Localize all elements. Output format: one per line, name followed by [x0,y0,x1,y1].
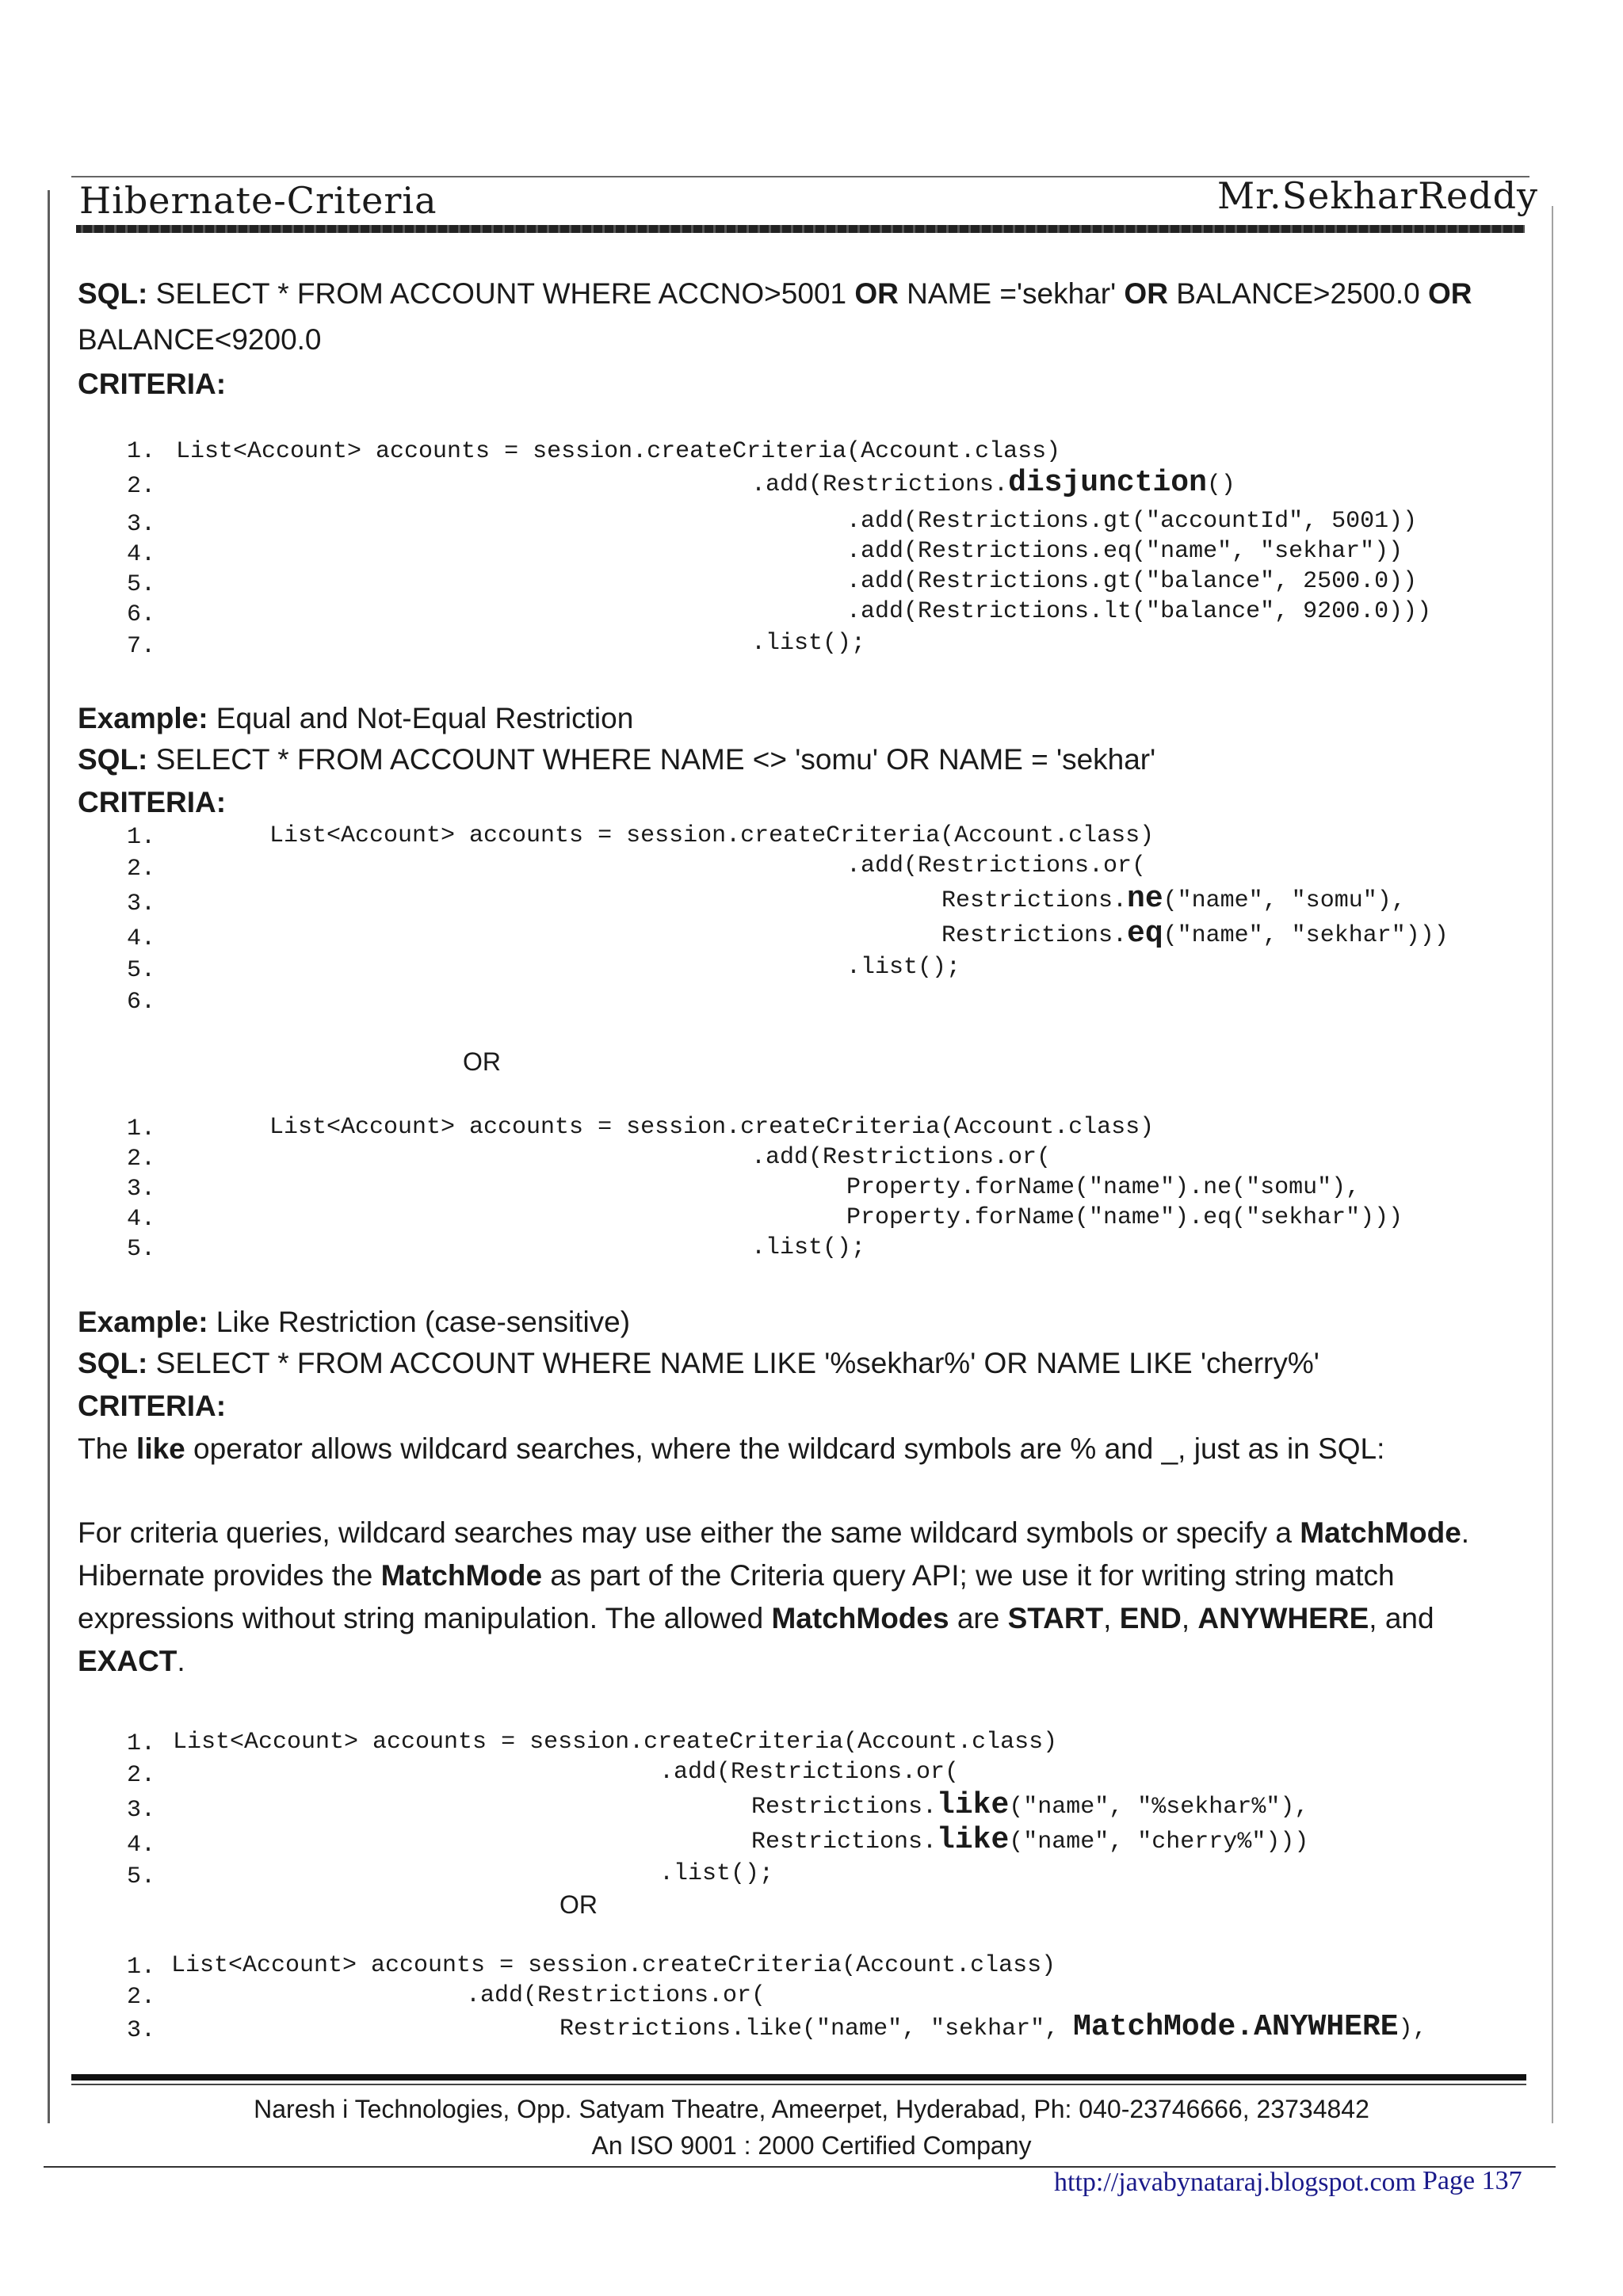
line-number: 4. [127,1832,156,1859]
sql-text: NAME ='sekhar' [898,277,1125,310]
sql-text: SELECT * FROM ACCOUNT WHERE ACCNO>5001 [147,277,855,310]
code-line: .list(); [846,954,961,981]
line-number: 2. [127,1146,156,1173]
page-number: Page 137 [1423,2166,1522,2195]
matchmode-paragraph: For criteria queries, wildcard searches may use either the same wildcard symbols or specify a MatchMode. Hibernate provides the MatchMode as part of the Criteria query API; we use it for writing string match expressions without string manipulation. The allowed MatchModes are START, END, ANYWHERE, and EXACT. [78,1516,1470,1677]
line-number: 1. [127,1116,156,1142]
line-number: 7. [127,633,156,660]
line-number: 2. [127,856,156,883]
line-number: 3. [127,891,156,917]
sql-line-continued: BALANCE<9200.0 [78,323,322,356]
line-number: 4. [127,1206,156,1233]
code-line: .list(); [659,1860,774,1887]
line-number: 1. [127,1730,156,1757]
line-number: 1. [127,824,156,851]
example-heading: Example: Like Restriction (case-sensitive) [78,1306,631,1338]
footer-url[interactable]: http://javabynataraj.blogspot.com [1054,2168,1417,2197]
line-number: 3. [127,2017,156,2044]
header-rule [76,225,1525,233]
line-number: 3. [127,1797,156,1824]
footer-rule [71,2074,1526,2081]
or-separator: OR [559,1890,598,1919]
code-line: List<Account> accounts = session.createCriteria(Account.class) [173,1729,1058,1756]
code-line: .add(Restrictions.gt("accountId", 5001)) [846,508,1418,535]
code-line: .add(Restrictions.gt("balance", 2500.0)) [846,568,1418,595]
code-line: .add(Restrictions.or( [659,1759,960,1786]
criteria-label: CRITERIA: [78,786,227,818]
code-line: .add(Restrictions.or( [466,1982,766,2009]
code-line: List<Account> accounts = session.createCriteria(Account.class) [171,1952,1056,1979]
header-title: Hibernate-Criteria [79,179,437,222]
line-number: 6. [127,601,156,628]
line-number: 1. [127,438,156,465]
example-heading: Example: Equal and Not-Equal Restriction [78,702,634,734]
line-number: 6. [127,989,156,1016]
code-line: Restrictions.like("name", "cherry%"))) [751,1823,1309,1857]
code-line: Property.forName("name").ne("somu"), [846,1174,1361,1201]
line-number: 5. [127,571,156,598]
code-line: .list(); [751,630,866,657]
code-line: .add(Restrictions.eq("name", "sekhar")) [846,538,1403,565]
line-number: 2. [127,1762,156,1789]
code-line: Restrictions.ne("name", "somu"), [941,882,1406,916]
left-margin-border [48,190,50,2123]
line-number: 5. [127,957,156,984]
sql-line: SQL: SELECT * FROM ACCOUNT WHERE NAME <> 'somu' OR NAME = 'sekhar' [78,743,1156,776]
line-number: 4. [127,541,156,568]
code-line: List<Account> accounts = session.createCriteria(Account.class) [269,1114,1155,1141]
line-number: 5. [127,1236,156,1263]
code-line: .add(Restrictions.or( [846,852,1147,879]
line-number: 2. [127,1984,156,2011]
line-number: 1. [127,1954,156,1981]
sql-line [78,273,1472,315]
code-line: List<Account> accounts = session.createCriteria(Account.class) [269,822,1155,849]
criteria-label: CRITERIA: [78,368,227,400]
line-number: 4. [127,925,156,952]
code-line: List<Account> accounts = session.createCriteria(Account.class) [176,438,1061,465]
criteria-label: CRITERIA: [78,1390,227,1422]
sql-text: BALANCE>2500.0 [1167,277,1428,310]
sql-or: OR [1124,277,1168,310]
header-author: Mr.SekharReddy [1217,174,1539,217]
footer-rule-thin [71,2084,1526,2085]
code-line: Restrictions.like("name", "sekhar", MatchMode.ANYWHERE), [559,2010,1427,2044]
code-line: .list(); [751,1234,866,1261]
code-line: .add(Restrictions.disjunction() [751,466,1235,500]
like-description: The like operator allows wildcard searches, where the wildcard symbols are % and _, just as in SQL: [78,1432,1385,1465]
code-line: Restrictions.eq("name", "sekhar"))) [941,917,1449,951]
right-margin-border [1552,206,1553,2123]
code-line: .add(Restrictions.lt("balance", 9200.0))) [846,598,1432,625]
sql-or: OR [1428,277,1472,310]
code-line: Property.forName("name").eq("sekhar"))) [846,1204,1403,1231]
footer-address: Naresh i Technologies, Opp. Satyam Theatre, Ameerpet, Hyderabad, Ph: 040-23746666, 23734842 [254,2095,1369,2123]
or-separator: OR [463,1047,501,1076]
line-number: 3. [127,1176,156,1203]
sql-line: SQL: SELECT * FROM ACCOUNT WHERE NAME LIKE '%sekhar%' OR NAME LIKE 'cherry%' [78,1347,1319,1379]
footer-certification: An ISO 9001 : 2000 Certified Company [591,2131,1032,2160]
sql-or: OR [854,277,899,310]
line-number: 5. [127,1863,156,1890]
code-line: Restrictions.like("name", "%sekhar%"), [751,1788,1309,1822]
sql-label: SQL: [78,277,148,310]
code-line: .add(Restrictions.or( [751,1144,1052,1171]
line-number: 3. [127,511,156,538]
line-number: 2. [127,473,156,500]
